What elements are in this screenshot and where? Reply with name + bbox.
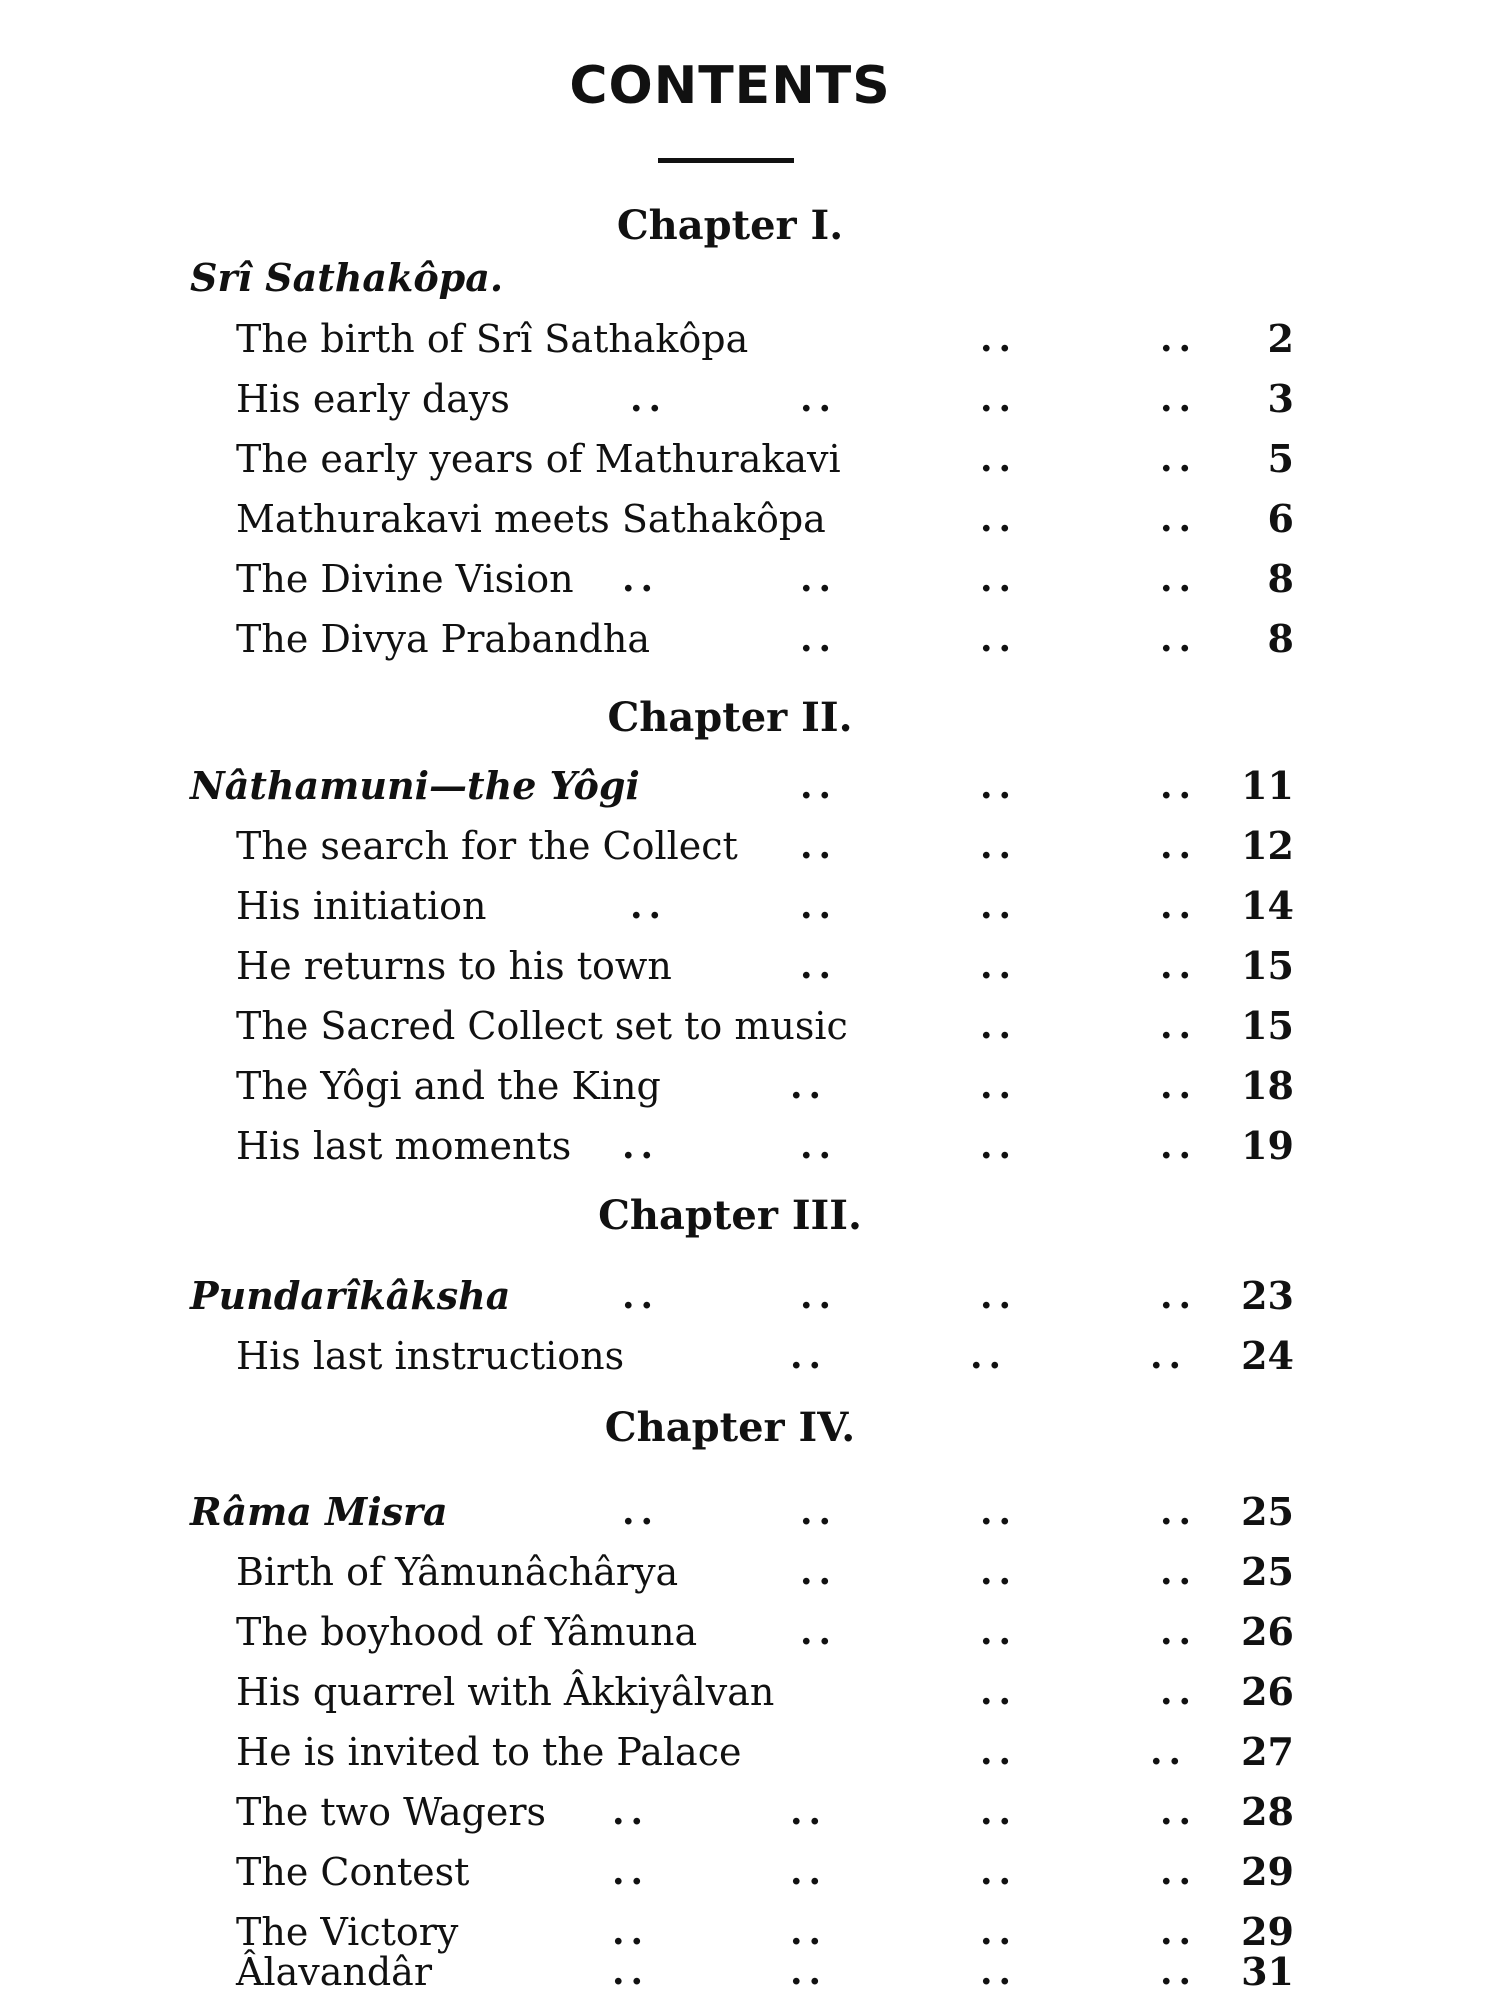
toc-entry <box>0 1268 1500 1324</box>
toc-entry <box>0 551 1500 607</box>
toc-entry <box>0 1664 1500 1720</box>
entry-title: The search for the Collect <box>236 824 738 868</box>
dot-leader: .. <box>980 498 1018 540</box>
entry-title: Birth of Yâmunâchârya <box>236 1550 679 1594</box>
entry-title: Râma Misra <box>190 1489 448 1534</box>
dot-leader: .. <box>800 1611 838 1653</box>
toc-entry <box>0 1604 1500 1660</box>
toc-entry <box>0 1724 1500 1780</box>
chapter-heading: Chapter III. <box>598 1192 862 1239</box>
dot-leader: .. <box>1160 765 1198 807</box>
page-number: 8 <box>1267 556 1294 601</box>
dot-leader: .. <box>800 1275 838 1317</box>
toc-entry <box>0 311 1500 367</box>
dot-leader: .. <box>1150 1731 1188 1773</box>
toc-entry <box>0 758 1500 814</box>
dot-leader: .. <box>622 558 660 600</box>
dot-leader: .. <box>1160 1491 1198 1533</box>
page-number: 15 <box>1241 1003 1294 1048</box>
page-number: 11 <box>1241 763 1294 808</box>
dot-leader: .. <box>980 1951 1018 1993</box>
toc-entry <box>0 1844 1500 1900</box>
dot-leader: .. <box>800 1125 838 1167</box>
dot-leader: .. <box>800 1551 838 1593</box>
dot-leader: .. <box>800 1491 838 1533</box>
dot-leader: .. <box>1150 1335 1188 1377</box>
dot-leader: .. <box>612 1851 650 1893</box>
page-number: 6 <box>1267 496 1294 541</box>
toc-entry <box>0 818 1500 874</box>
dot-leader: .. <box>790 1851 828 1893</box>
dot-leader: .. <box>980 885 1018 927</box>
page-number: 14 <box>1241 883 1294 928</box>
dot-leader: .. <box>970 1335 1008 1377</box>
page-number: 26 <box>1241 1669 1294 1714</box>
dot-leader: .. <box>980 1791 1018 1833</box>
toc-entry <box>0 1944 1500 2000</box>
page-number: 29 <box>1241 1909 1294 1954</box>
page-number: 27 <box>1241 1729 1294 1774</box>
dot-leader: .. <box>800 945 838 987</box>
dot-leader: .. <box>980 1851 1018 1893</box>
dot-leader: .. <box>980 558 1018 600</box>
entry-title: The Contest <box>236 1850 470 1894</box>
toc-entry <box>0 938 1500 994</box>
dot-leader: .. <box>1160 1275 1198 1317</box>
chapter-heading: Chapter IV. <box>604 1404 856 1451</box>
dot-leader: .. <box>980 1005 1018 1047</box>
entry-title: The Divine Vision <box>236 557 574 601</box>
page-number: 28 <box>1241 1789 1294 1834</box>
entry-title: The Yôgi and the King <box>236 1064 661 1108</box>
dot-leader: .. <box>980 1491 1018 1533</box>
dot-leader: .. <box>1160 1065 1198 1107</box>
dot-leader: .. <box>800 825 838 867</box>
contents-title: CONTENTS <box>569 56 891 116</box>
dot-leader: .. <box>1160 1911 1198 1953</box>
page-number: 26 <box>1241 1609 1294 1654</box>
entry-title: The Divya Prabandha <box>236 617 650 661</box>
entry-title: He is invited to the Palace <box>236 1730 742 1774</box>
toc-entry <box>0 371 1500 427</box>
page-number: 25 <box>1241 1549 1294 1594</box>
toc-entry <box>0 611 1500 667</box>
dot-leader: .. <box>630 378 668 420</box>
dot-leader: .. <box>622 1275 660 1317</box>
entry-title: Âlavandâr <box>236 1950 432 1994</box>
entry-title: His last instructions <box>236 1334 625 1378</box>
dot-leader: .. <box>800 378 838 420</box>
dot-leader: .. <box>1160 618 1198 660</box>
dot-leader: .. <box>980 1671 1018 1713</box>
toc-entry <box>0 1784 1500 1840</box>
dot-leader: .. <box>980 438 1018 480</box>
entry-title: The boyhood of Yâmuna <box>236 1610 698 1654</box>
dot-leader: .. <box>980 1611 1018 1653</box>
dot-leader: .. <box>790 1791 828 1833</box>
dot-leader: .. <box>980 1911 1018 1953</box>
toc-entry <box>0 998 1500 1054</box>
dot-leader: .. <box>980 1731 1018 1773</box>
dot-leader: .. <box>1160 558 1198 600</box>
page-number: 19 <box>1241 1123 1294 1168</box>
entry-title: Srî Sathakôpa. <box>190 255 504 300</box>
toc-entry <box>0 250 1500 306</box>
dot-leader: .. <box>980 945 1018 987</box>
entry-title: His initiation <box>236 884 487 928</box>
toc-entry <box>0 878 1500 934</box>
toc-entry <box>0 1058 1500 1114</box>
entry-title: His quarrel with Âkkiyâlvan <box>236 1670 775 1714</box>
dot-leader: .. <box>1160 1551 1198 1593</box>
entry-title: His last moments <box>236 1124 572 1168</box>
dot-leader: .. <box>630 885 668 927</box>
page-number: 23 <box>1241 1273 1294 1318</box>
dot-leader: .. <box>980 1275 1018 1317</box>
page-number: 25 <box>1241 1489 1294 1534</box>
dot-leader: .. <box>1160 1671 1198 1713</box>
dot-leader: .. <box>980 378 1018 420</box>
toc-entry <box>0 431 1500 487</box>
toc-entry <box>0 1118 1500 1174</box>
dot-leader: .. <box>1160 498 1198 540</box>
dot-leader: .. <box>1160 1951 1198 1993</box>
dot-leader: .. <box>1160 1611 1198 1653</box>
dot-leader: .. <box>980 1551 1018 1593</box>
toc-entry <box>0 491 1500 547</box>
dot-leader: .. <box>790 1335 828 1377</box>
toc-entry <box>0 1328 1500 1384</box>
page-number: 5 <box>1267 436 1294 481</box>
dot-leader: .. <box>980 1125 1018 1167</box>
dot-leader: .. <box>980 318 1018 360</box>
entry-title: Nâthamuni—the Yôgi <box>190 763 640 808</box>
dot-leader: .. <box>790 1951 828 1993</box>
entry-title: The birth of Srî Sathakôpa <box>236 317 749 361</box>
page-number: 2 <box>1267 316 1294 361</box>
page-number: 29 <box>1241 1849 1294 1894</box>
entry-title: He returns to his town <box>236 944 672 988</box>
entry-title: The early years of Mathurakavi <box>236 437 841 481</box>
entry-title: Mathurakavi meets Sathakôpa <box>236 497 826 541</box>
dot-leader: .. <box>1160 438 1198 480</box>
page-number: 15 <box>1241 943 1294 988</box>
dot-leader: .. <box>1160 1851 1198 1893</box>
dot-leader: .. <box>800 558 838 600</box>
page-number: 3 <box>1267 376 1294 421</box>
toc-entry <box>0 1544 1500 1600</box>
dot-leader: .. <box>800 885 838 927</box>
dot-leader: .. <box>1160 885 1198 927</box>
dot-leader: .. <box>1160 1125 1198 1167</box>
page-number: 12 <box>1241 823 1294 868</box>
dot-leader: .. <box>1160 1005 1198 1047</box>
page-number: 31 <box>1241 1949 1294 1994</box>
dot-leader: .. <box>612 1951 650 1993</box>
dot-leader: .. <box>1160 945 1198 987</box>
entry-title: The two Wagers <box>236 1790 547 1834</box>
title-rule <box>658 158 794 163</box>
dot-leader: .. <box>622 1491 660 1533</box>
entry-title: His early days <box>236 377 510 421</box>
dot-leader: .. <box>980 825 1018 867</box>
entry-title: Pundarîkâksha <box>190 1273 511 1318</box>
dot-leader: .. <box>1160 378 1198 420</box>
dot-leader: .. <box>800 765 838 807</box>
dot-leader: .. <box>800 618 838 660</box>
toc-entry <box>0 1484 1500 1540</box>
dot-leader: .. <box>1160 1791 1198 1833</box>
chapter-heading: Chapter II. <box>607 694 853 741</box>
page-number: 18 <box>1241 1063 1294 1108</box>
page-number: 24 <box>1241 1333 1294 1378</box>
dot-leader: .. <box>612 1911 650 1953</box>
dot-leader: .. <box>980 618 1018 660</box>
dot-leader: .. <box>790 1911 828 1953</box>
entry-title: The Sacred Collect set to music <box>236 1004 848 1048</box>
dot-leader: .. <box>1160 825 1198 867</box>
dot-leader: .. <box>622 1125 660 1167</box>
dot-leader: .. <box>790 1065 828 1107</box>
chapter-heading: Chapter I. <box>616 202 844 249</box>
dot-leader: .. <box>612 1791 650 1833</box>
dot-leader: .. <box>1160 318 1198 360</box>
dot-leader: .. <box>980 1065 1018 1107</box>
dot-leader: .. <box>980 765 1018 807</box>
page-number: 8 <box>1267 616 1294 661</box>
entry-title: The Victory <box>236 1910 459 1954</box>
